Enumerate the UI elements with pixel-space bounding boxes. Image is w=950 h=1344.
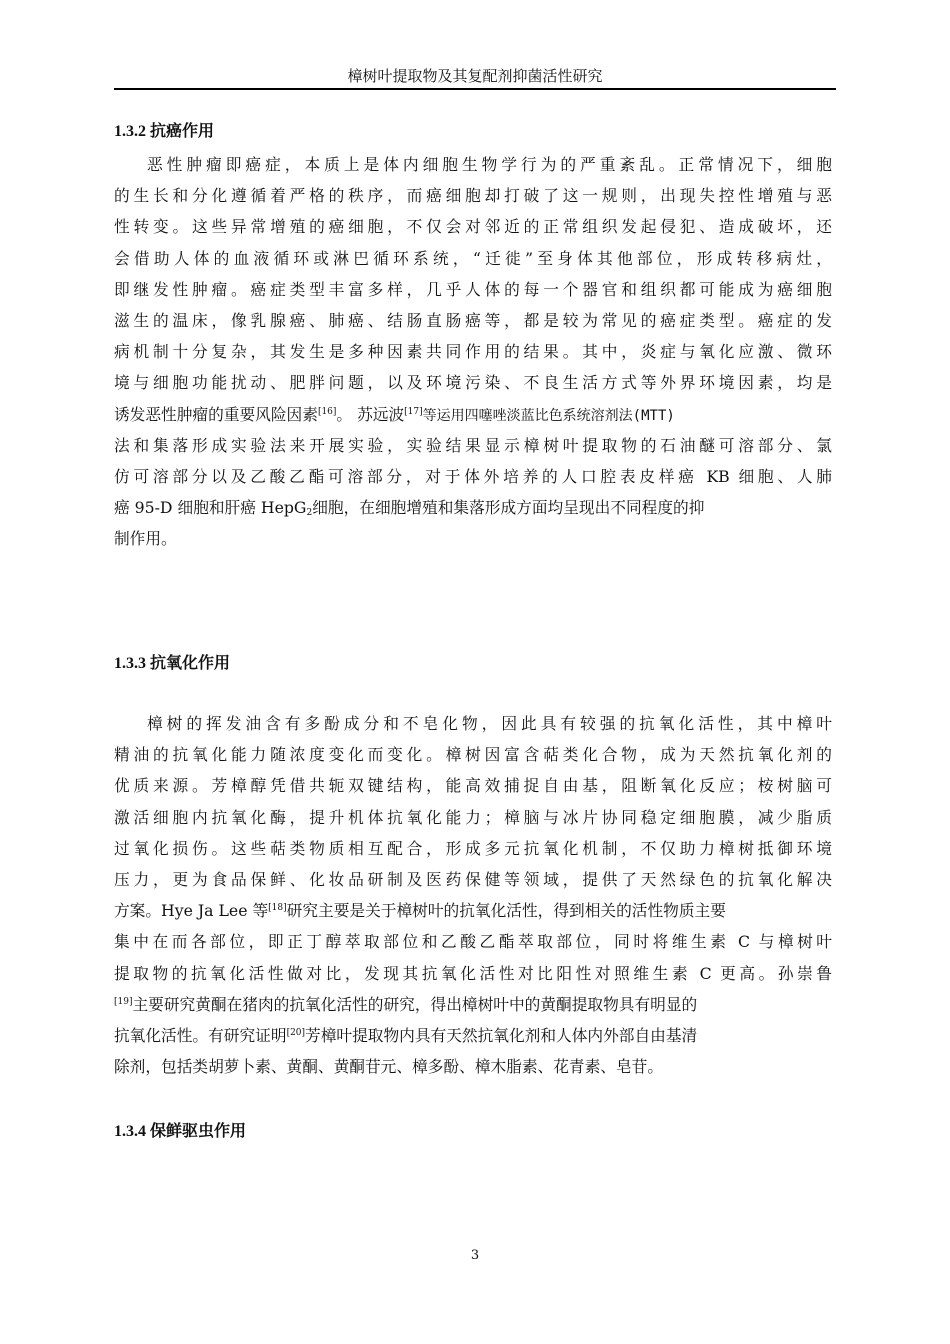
text-line: 激活细胞内抗氧化酶，提升机体抗氧化能力；樟脑与冰片协同稳定细胞膜，减少脂质 xyxy=(114,807,832,827)
text-line: 会借助人体的血液循环或淋巴循环系统，“迁徙”至身体其他部位，形成转移病灶， xyxy=(114,248,832,268)
text-run: 癌 95-D 细胞和肝癌 HepG xyxy=(114,498,307,518)
text-run: 研究主要是关于樟树叶的抗氧化活性，得到相关的活性物质主要 xyxy=(286,901,726,921)
running-header: 樟树叶提取物及其复配剂抑菌活性研究 xyxy=(347,67,603,85)
section-heading-anticancer: 1.3.2 抗癌作用 xyxy=(114,123,215,140)
text-line: 提取物的抗氧化活性做对比，发现其抗氧化活性对比阳性对照维生素 C 更高。孙崇鲁 xyxy=(114,963,832,983)
text-line xyxy=(114,895,832,926)
text-run: 诱发恶性肿瘤的重要风险因素 xyxy=(114,404,318,424)
citation-ref: [18] xyxy=(268,903,287,914)
text-line: 仿可溶部分以及乙酸乙酯可溶部分，对于体外培养的人口腔表皮样癌 KB 细胞、人肺 xyxy=(114,466,832,486)
text-run: 方案。Hye Ja Lee 等 xyxy=(114,901,269,921)
text-line: 法和集落形成实验法来开展实验，实验结果显示樟树叶提取物的石油醚可溶部分、氯 xyxy=(114,435,832,455)
text-line xyxy=(114,399,832,430)
text-line xyxy=(114,1020,832,1051)
text-run: 抗氧化活性。有研究证明 xyxy=(114,1025,287,1045)
text-line: 优质来源。芳樟醇凭借共轭双键结构，能高效捕捉自由基，阻断氧化反应；桉树脑可 xyxy=(114,776,832,796)
text-line: 过氧化损伤。这些萜类物质相互配合，形成多元抗氧化机制，不仅助力樟树抵御环境 xyxy=(114,838,832,858)
text-run: 芳樟叶提取物内具有天然抗氧化剂和人体内外部自由基清 xyxy=(305,1025,698,1045)
header-rule xyxy=(114,88,836,90)
section-heading-preservation: 1.3.4 保鲜驱虫作用 xyxy=(114,1123,247,1140)
paragraph-antioxidant xyxy=(114,708,832,1082)
citation-ref: [20] xyxy=(286,1027,306,1038)
citation-ref: [17] xyxy=(404,406,423,417)
text-run: 主要研究黄酮在猪肉的抗氧化活性的研究，得出樟树叶中的黄酮提取物具有明显的 xyxy=(132,994,698,1014)
text-line: 制作用。 xyxy=(114,529,177,549)
text-line: 樟树的挥发油含有多酚成分和不皂化物，因此具有较强的抗氧化活性，其中樟叶 xyxy=(147,714,832,733)
text-line: 恶性肿瘤即癌症，本质上是体内细胞生物学行为的严重紊乱。正常情况下，细胞 xyxy=(147,155,832,174)
text-run: 细胞，在细胞增殖和集落形成方面均呈现出不同程度的抑 xyxy=(312,498,705,518)
text-line: 精油的抗氧化能力随浓度变化而变化。樟树因富含萜类化合物，成为天然抗氧化剂的 xyxy=(114,745,832,765)
paragraph-anticancer xyxy=(114,149,832,554)
text-run: 。 苏远波 xyxy=(336,404,405,424)
text-line xyxy=(114,989,832,1020)
text-line: 即继发性肿瘤。癌症类型丰富多样，几乎人体的每一个器官和组织都可能成为癌细胞 xyxy=(114,279,832,299)
citation-ref: [16] xyxy=(317,406,337,417)
text-line: 除剂，包括类胡萝卜素、黄酮、黄酮苷元、樟多酚、樟木脂素、花青素、皂苷。 xyxy=(114,1057,664,1077)
text-line: 境与细胞功能扰动、肥胖问题，以及环境污染、不良生活方式等外界环境因素，均是 xyxy=(114,373,832,393)
citation-ref: [19] xyxy=(114,996,133,1007)
text-line: 性转变。这些异常增殖的癌细胞，不仅会对邻近的正常组织发起侵犯、造成破坏，还 xyxy=(114,217,832,237)
text-line: 压力，更为食品保鲜、化妆品研制及医药保健等领域，提供了天然绿色的抗氧化解决 xyxy=(114,869,832,889)
section-heading-antioxidant: 1.3.3 抗氧化作用 xyxy=(114,655,231,672)
text-line: 病机制十分复杂，其发生是多种因素共同作用的结果。其中，炎症与氧化应激、微环 xyxy=(114,342,832,362)
text-line: 的生长和分化遵循着严格的秩序，而癌细胞却打破了这一规则，出现失控性增殖与恶 xyxy=(114,186,832,206)
text-line xyxy=(114,492,832,523)
text-run: 等运用四噻唑淡蓝比色系统溶剂法(MTT) xyxy=(422,407,675,424)
text-line: 滋生的温床，像乳腺癌、肺癌、结肠直肠癌等，都是较为常见的癌症类型。癌症的发 xyxy=(114,310,832,330)
subscript: 2 xyxy=(306,508,313,519)
text-line: 集中在而各部位，即正丁醇萃取部位和乙酸乙酯萃取部位，同时将维生素 C 与樟树叶 xyxy=(114,932,832,952)
page-number: 3 xyxy=(470,1248,480,1263)
